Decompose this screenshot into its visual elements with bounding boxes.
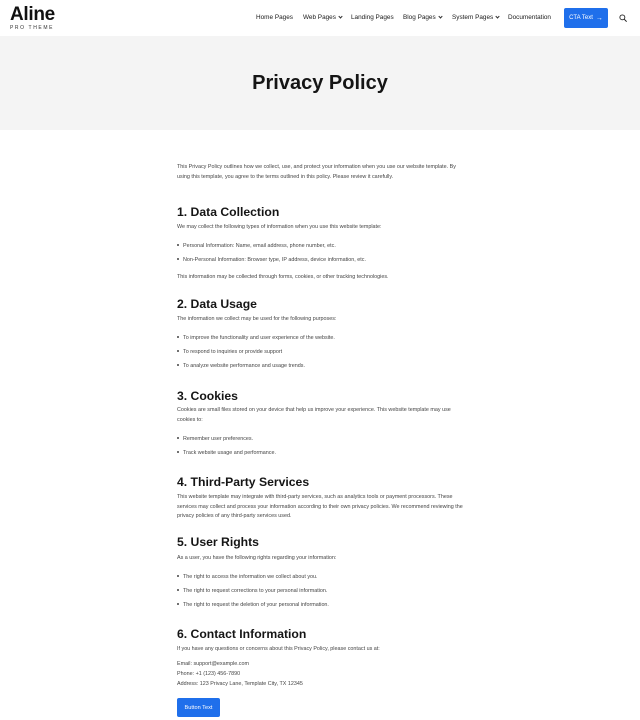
list-item-text: To improve the functionality and user experience of the website. [183, 335, 335, 341]
nav-system-pages[interactable] [452, 14, 499, 22]
cta-button[interactable] [564, 8, 608, 28]
hero-banner [0, 36, 640, 130]
nav-label: Blog Pages [403, 14, 436, 21]
section-heading-data-collection: 1. Data Collection [177, 205, 280, 219]
list-item-text: Track website usage and performance. [183, 450, 276, 456]
section-lead: Cookies are small files stored on your device that help us improve your experience. This website template may use cookies to: [177, 407, 451, 423]
list-item [177, 334, 335, 342]
list-item-text: The right to access the information we collect about you. [183, 574, 318, 580]
bullet [177, 336, 179, 338]
bullet [177, 437, 179, 439]
page-title: Privacy Policy [252, 72, 388, 94]
list-item [177, 573, 318, 581]
list-item-text: To analyze website performance and usage trends. [183, 363, 305, 369]
nav-home-pages[interactable] [256, 14, 293, 22]
list-item [177, 362, 305, 370]
list-item [177, 435, 253, 443]
nav-label: System Pages [452, 14, 494, 21]
nav-documentation[interactable] [508, 14, 551, 22]
chevron-down-icon [438, 14, 442, 18]
bullet [177, 350, 179, 352]
list-item [177, 601, 329, 609]
section-lead: If you have any questions or concerns about this Privacy Policy, please contact us at: [177, 646, 380, 652]
site-header [0, 0, 640, 36]
list-item [177, 449, 276, 457]
list-item [177, 242, 336, 250]
nav-label: Home Pages [256, 14, 293, 21]
bullet [177, 258, 179, 260]
nav-landing-pages[interactable] [351, 14, 394, 22]
nav-label: Landing Pages [351, 14, 394, 21]
chevron-down-icon [338, 14, 342, 18]
chevron-down-icon [496, 14, 500, 18]
button-label: Button Text [184, 704, 213, 711]
section-heading-cookies: 3. Cookies [177, 389, 238, 403]
arrow-right-icon: → [595, 14, 603, 22]
nav-label: Documentation [508, 14, 551, 21]
list-item-text: The right to request corrections to your personal information. [183, 588, 328, 594]
bullet [177, 575, 179, 577]
list-item-text: The right to request the deletion of your personal information. [183, 602, 329, 608]
bullet [177, 603, 179, 605]
cta-label: CTA Text [569, 15, 593, 21]
intro-paragraph: This Privacy Policy outlines how we collect, use, and protect your information when you use our website template. By using this template, you agree to the terms outlined in this policy. Please review it carefully. [177, 164, 456, 180]
search-icon[interactable] [619, 14, 627, 22]
contact-phone: Phone: +1 (123) 456-7890 [177, 671, 241, 677]
list-item-text: Personal Information: Name, email address, phone number, etc. [183, 243, 336, 249]
section-lead: The information we collect may be used for the following purposes: [177, 316, 337, 322]
list-item [177, 587, 327, 595]
contact-email: Email: support@example.com [177, 661, 249, 667]
logo-tagline: PRO THEME [10, 25, 55, 31]
list-item-text: Remember user preferences. [183, 436, 254, 442]
section-heading-contact: 6. Contact Information [177, 627, 307, 641]
primary-button[interactable] [177, 698, 220, 717]
list-item-text: Non-Personal Information: Browser type, IP address, device information, etc. [183, 257, 366, 263]
section-lead: As a user, you have the following rights regarding your information: [177, 555, 337, 561]
intro-text [177, 163, 467, 182]
nav-web-pages[interactable] [303, 14, 342, 22]
section-lead: This website template may integrate with third-party services, such as analytics tools or payment processors. These services may collect and process your information according to their own privacy policies. We recommend reviewing the privacy policies of any third-party services used. [177, 494, 463, 520]
section-heading-user-rights: 5. User Rights [177, 535, 259, 549]
nav-label: Web Pages [303, 14, 336, 21]
contact-address: Address: 123 Privacy Lane, Template City, TX 12345 [177, 681, 303, 687]
bullet [177, 364, 179, 366]
list-item [177, 348, 282, 356]
bullet [177, 451, 179, 453]
main-nav [0, 14, 640, 24]
list-item [177, 256, 366, 264]
section-after: This information may be collected through forms, cookies, or other tracking technologies. [177, 274, 389, 280]
list-item-text: To respond to inquiries or provide support [183, 349, 283, 355]
bullet [177, 589, 179, 591]
section-heading-third-party: 4. Third-Party Services [177, 475, 310, 489]
bullet [177, 244, 179, 246]
section-heading-data-usage: 2. Data Usage [177, 297, 257, 311]
nav-blog-pages[interactable] [403, 14, 442, 22]
logo-wordmark: Aline [10, 4, 55, 25]
section-lead: We may collect the following types of information when you use this website template: [177, 224, 382, 230]
